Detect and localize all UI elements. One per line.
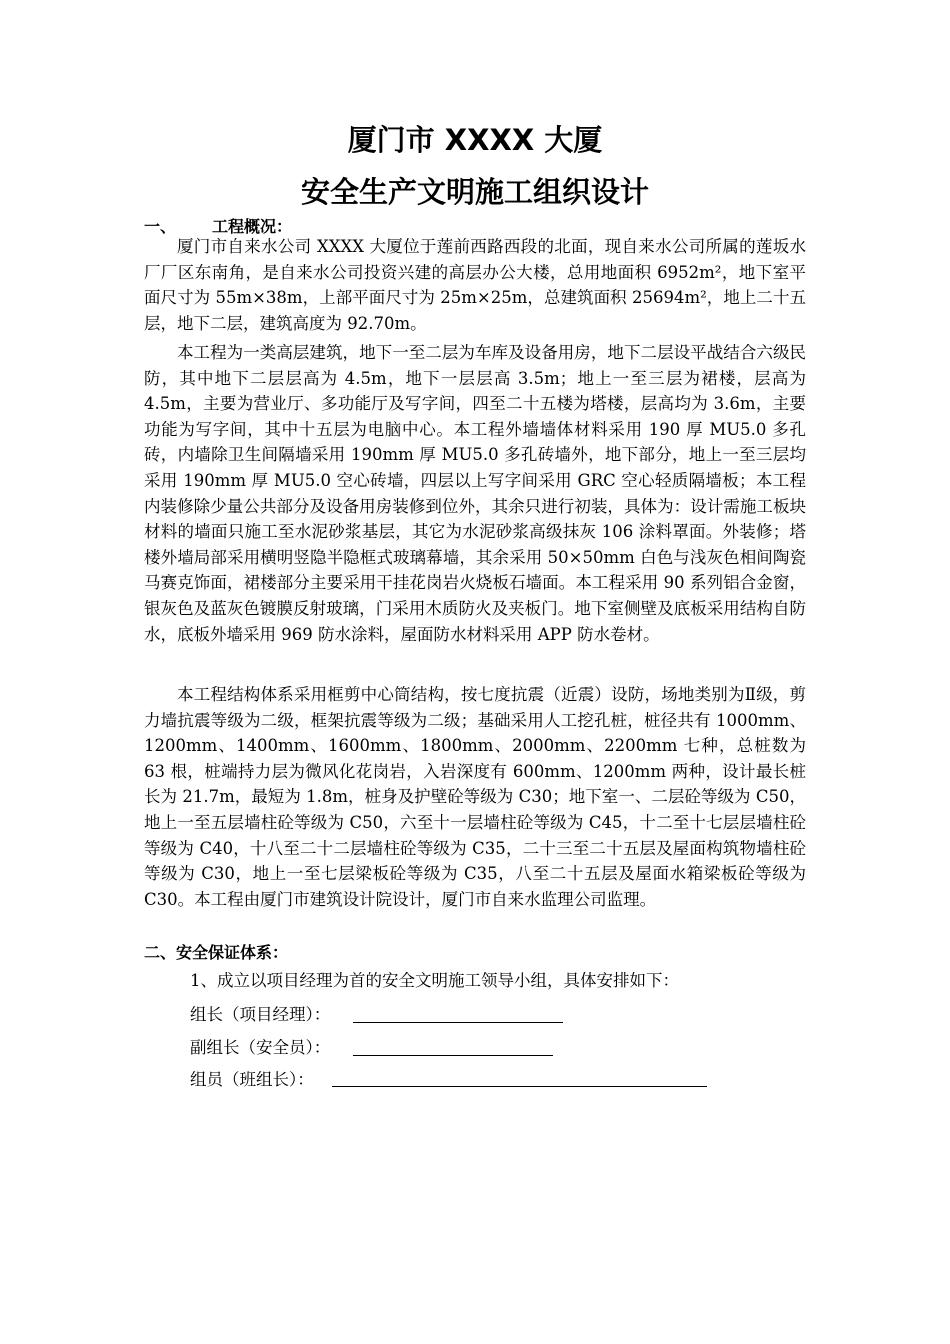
- leader-fill-line: [353, 1022, 563, 1023]
- section-number: 一、: [144, 217, 177, 236]
- safety-item-1: 1、成立以项目经理为首的安全文明施工领导小组，具体安排如下：: [190, 971, 679, 990]
- member-label-members: 组员（班组长）：: [190, 1070, 314, 1089]
- members-fill-line: [332, 1086, 707, 1087]
- section-heading-safety-system: 二、安全保证体系：: [144, 943, 289, 962]
- document-title: 厦门市 XXXX 大厦: [347, 123, 603, 157]
- document-subtitle: 安全生产文明施工组织设计: [300, 175, 649, 209]
- overview-paragraph-3: 本工程结构体系采用框剪中心筒结构，按七度抗震（近震）设防，场地类别为Ⅱ级，剪力墙抗震等级为二级，框架抗震等级为二级；基础采用人工挖孔桩，桩径共有 1000mm、1200mm、1400mm、1600mm、1800mm、2000mm、2200mm 七种，总桩数为 63 根，桩端持力层为微风化花岗岩，入岩深度有 600mm、1200mm 两种，设计最长桩长为 21.7m，最短为 1.8m，桩身及护壁砼等级为 C30；地下室一、二层砼等级为 C50，地上一至五层墙柱砼等级为 C50，六至十一层墙柱砼等级为 C45，十二至十七层层墙柱砼等级为 C40，十八至二十二层墙柱砼等级为 C35，二十三至二十五层及屋面构筑物墙柱砼等级为 C30，地上一至七层梁板砼等级为 C35，八至二十五层及屋面水箱梁板砼等级为 C30。本工程由厦门市建筑设计院设计，厦门市自来水监理公司监理。: [144, 685, 806, 909]
- member-label-deputy: 副组长（安全员）：: [190, 1038, 331, 1057]
- section-title: 工程概况：: [212, 217, 293, 236]
- overview-paragraph-1: 厦门市自来水公司 XXXX 大厦位于莲前西路西段的北面，现自来水公司所属的莲坂水厂厂区东南角，是自来水公司投资兴建的高层办公大楼，总用地面积 6952m²，地下室平面尺寸为 55m×38m，上部平面尺寸为 25m×25m，总建筑面积 25694m²，地上二十五层，地下二层，建筑高度为 92.70m。: [144, 237, 806, 333]
- overview-paragraph-2: 本工程为一类高层建筑，地下一至二层为车库及设备用房，地下二层设平战结合六级民防，其中地下二层层高为 4.5m，地下一层层高 3.5m；地上一至三层为裙楼，层高为 4.5m，主要为营业厅、多功能厅及写字间，四至二十五楼为塔楼，层高均为 3.6m，主要功能为写字间，其中十五层为电脑中心。本工程外墙墙体材料采用 190 厚 MU5.0 多孔砖，内墙除卫生间隔墙采用 190mm 厚 MU5.0 多孔砖墙外，地下部分，地上一至三层均采用 190mm 厚 MU5.0 空心砖墙，四层以上写字间采用 GRC 空心轻质隔墙板；本工程内装修除少量公共部分及设备用房装修到位外，其余只进行初装，具体为：设计需施工板块材料的墙面只施工至水泥砂浆基层，其它为水泥砂浆高级抹灰 106 涂料罩面。外装修；塔楼外墙局部采用横明竖隐半隐框式玻璃幕墙，其余采用 50×50mm 白色与浅灰色相间陶瓷马赛克饰面，裙楼部分主要采用干挂花岗岩火烧板石墙面。本工程采用 90 系列铝合金窗，银灰色及蓝灰色镀膜反射玻璃，门采用木质防火及夹板门。地下室侧壁及底板采用结构自防水，底板外墙采用 969 防水涂料，屋面防水材料采用 APP 防水卷材。: [144, 343, 806, 644]
- deputy-fill-line: [353, 1055, 553, 1056]
- member-label-leader: 组长（项目经理）：: [190, 1005, 331, 1024]
